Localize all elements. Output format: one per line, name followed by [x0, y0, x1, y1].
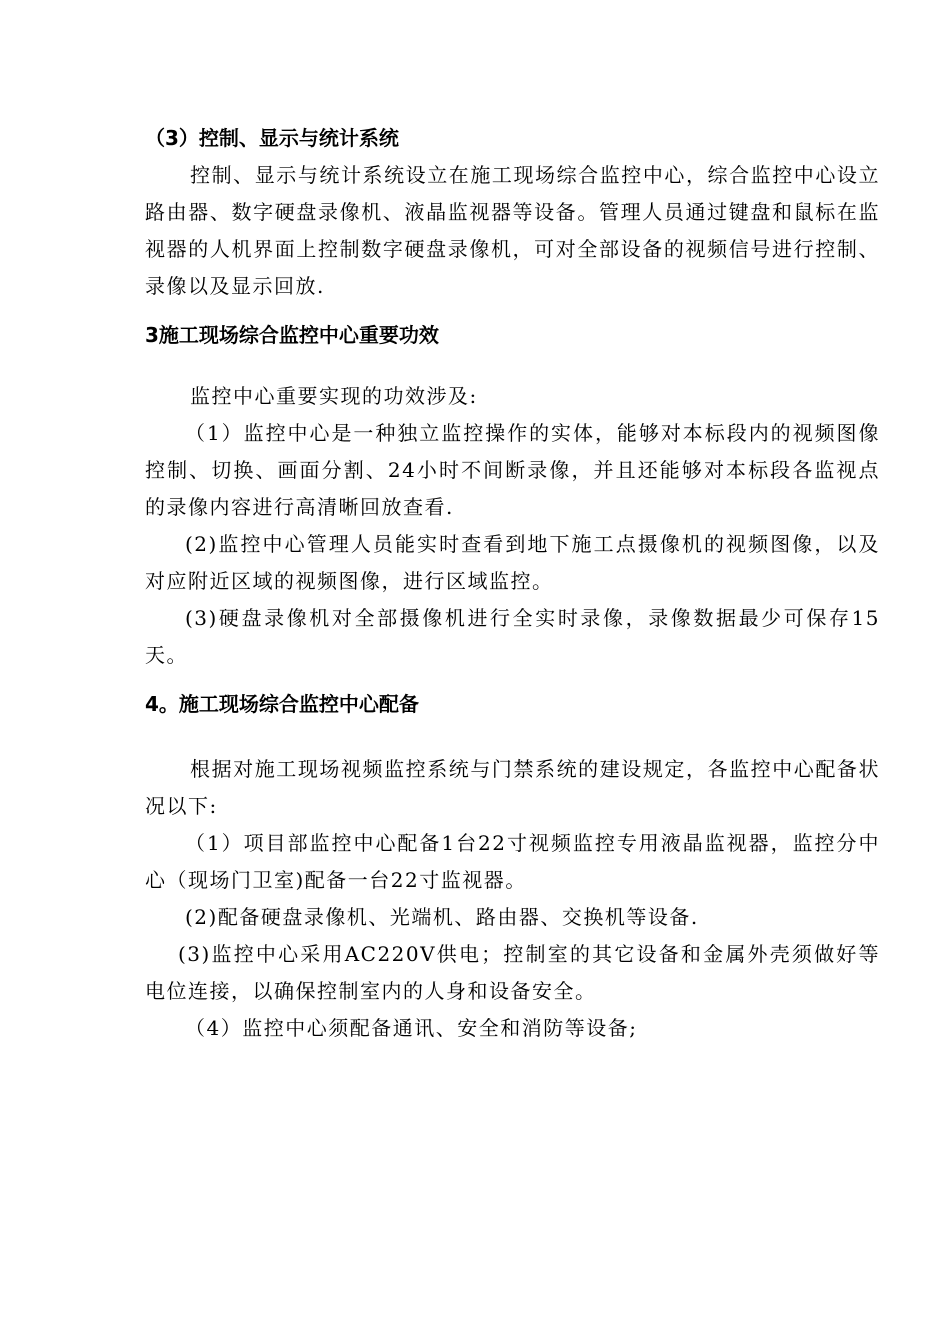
list-item-function-2: (2)监控中心管理人员能实时查看到地下施工点摄像机的视频图像，以及对应附近区域的视频图像，进行区域监控。 — [145, 532, 880, 593]
list-item-equipment-2: (2)配备硬盘录像机、光端机、路由器、交换机等设备. — [185, 905, 699, 929]
paragraph-functions-intro: 监控中心重要实现的功效涉及: — [190, 384, 478, 408]
list-item-function-3: (3)硬盘录像机对全部摄像机进行全实时录像，录像数据最少可保存15天。 — [145, 606, 880, 667]
document-body — [145, 120, 880, 1047]
list-item-equipment-1: （1）项目部监控中心配备1台22寸视频监控专用液晶监视器，监控分中心（现场门卫室)配备一台22寸监视器。 — [145, 831, 880, 892]
list-item-equipment-3: (3)监控中心采用AC220V供电；控制室的其它设备和金属外壳须做好等电位连接，以确保控制室内的人身和设备安全。 — [145, 942, 880, 1003]
list-item-equipment-4: （4）监控中心须配备通讯、安全和消防等设备; — [185, 1016, 638, 1040]
section-heading-equipment: 4。施工现场综合监控中心配备 — [145, 692, 419, 716]
paragraph-equipment-intro: 根据对施工现场视频监控系统与门禁系统的建设规定，各监控中心配备状况以下: — [145, 757, 880, 818]
section-heading-control-system: （3）控制、显示与统计系统 — [145, 126, 399, 150]
paragraph-control-system: 控制、显示与统计系统设立在施工现场综合监控中心，综合监控中心设立路由器、数字硬盘录像机、液晶监视器等设备。管理人员通过键盘和鼠标在监视器的人机界面上控制数字硬盘录像机，可对全部设备的视频信号进行控制、录像以及显示回放. — [145, 163, 880, 298]
section-heading-main-functions: 3施工现场综合监控中心重要功效 — [145, 323, 439, 347]
list-item-function-1: （1）监控中心是一种独立监控操作的实体，能够对本标段内的视频图像控制、切换、画面分割、24小时不间断录像，并且还能够对本标段各监视点的录像内容进行高清晰回放查看. — [145, 421, 880, 519]
